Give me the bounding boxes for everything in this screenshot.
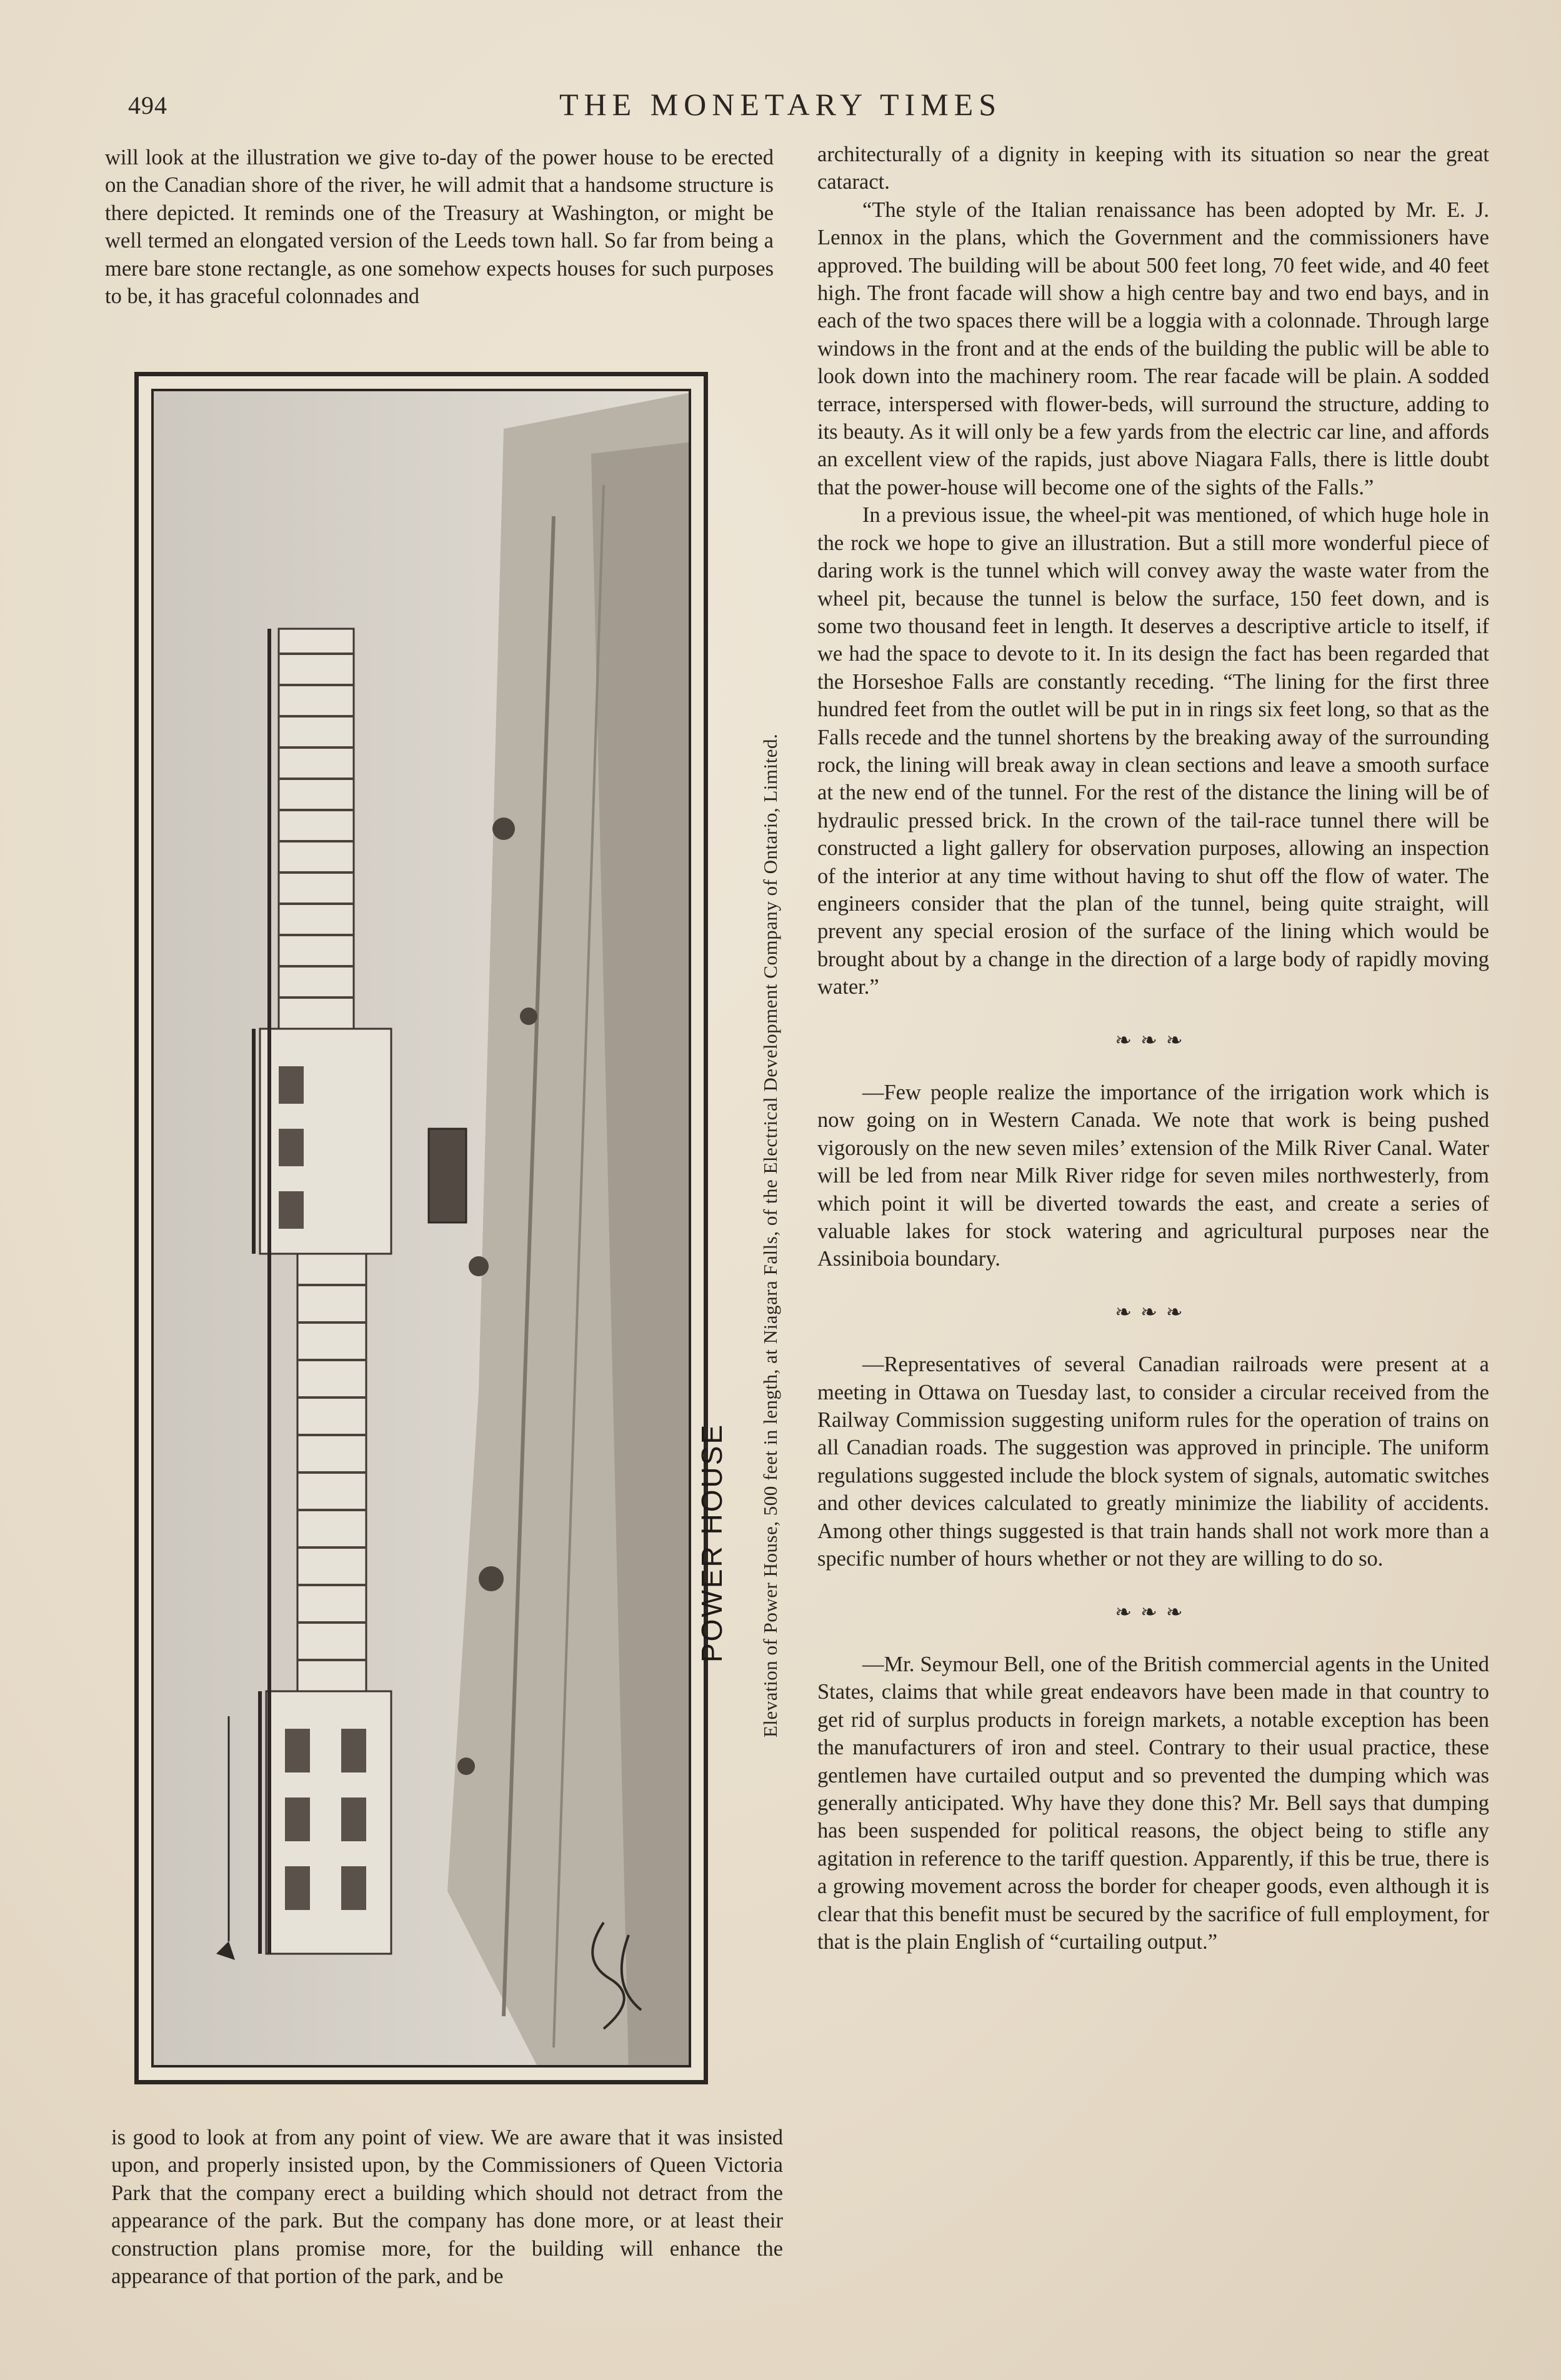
- article-paragraph: In a previous issue, the wheel-pit was mentioned, of which huge hole in the rock we hope to give an illustration. But a still more wonderful piece of daring work is the tunnel which will convey away the waste water from the wheel pit, because the tunnel is below the surface, 150 feet down, and is some two thousand feet in length. It deserves a descriptive article to itself, if we had the space to devote to it. In its design the fact has been regarded that the Horseshoe Falls are constantly receding. “The lining for the first three hundred feet from the outlet will be put in in rings six feet long, so that as the Falls recede and the tunnel shortens by the breaking away of the surrounding rock, the lining will break away in clean sections and leave a smooth surface at the new end of the tunnel. For the rest of the distance the lining will be of hydraulic pressed brick. In the crown of the tail-race tunnel there will be constructed a light gallery for observation purposes, allowing an inspection of the interior at any time without having to shut off the flow of water. The engineers consider that the plan of the tunnel, being quite straight, will prevent any special erosion of the surface of the lining which would be brought about by a change in the direction of a large body of rapidly moving water.”: [817, 503, 1489, 999]
- left-column-bottom: [111, 2124, 783, 2290]
- left-column-top: [105, 144, 774, 310]
- publication-title: THE MONETARY TIMES: [559, 87, 1002, 122]
- power-house-illustration: [134, 372, 708, 2084]
- news-item: —Few people realize the importance of the irrigation work which is now going on in Western Canada. We note that work is being pushed vigorously on the new seven miles’ extension of the Milk River Canal. Water will be led from near Milk River ridge for seven miles northwesterly, from which point it will be diverted towards the east, and create a series of valuable lakes for stock watering and agricultural purposes near the Assiniboia boundary.: [817, 1081, 1489, 1271]
- article-paragraph: is good to look at from any point of view. We are aware that it was insisted upon, and properly insisted upon, by the Commissioners of Queen Victoria Park that the company erect a building which should not detract from the appearance of the park. But the company has done more, or at least their construction plans promise more, for the building will enhance the appearance of that portion of the park, and be: [111, 2126, 783, 2289]
- article-paragraph: architecturally of a dignity in keeping with its situation so near the great cataract.: [817, 142, 1489, 194]
- article-paragraph: will look at the illustration we give to-day of the power house to be erected on the Canadian shore of the river, he will admit that a handsome structure is there depicted. It reminds one of the Treasury at Washington, or might be well termed an elongated version of the Leeds town hall. So far from being a mere bare stone rectangle, as one somehow expects houses for such purposes to be, it has graceful colonnades and: [105, 146, 774, 309]
- power-house-drawing: [154, 391, 691, 2068]
- article-paragraph: “The style of the Italian renaissance has been adopted by Mr. E. J. Lennox in the plans, which the Government and the commissioners have approved. The building will be about 500 feet long, 70 feet wide, and 40 feet high. The front facade will show a high centre bay and two end bays, and in each of the two spaces there will be a loggia with a colonnade. Through large windows in the front and at the ends of the building the public will be able to look down into the machinery room. The rear facade will be plain. A sodded terrace, interspersed with flower-beds, will surround the structure, adding to its beauty. As it will only be a few yards from the electric car line, and affords an excellent view of the rapids, just above Niagara Falls, there is little doubt that the power-house will become one of the sights of the Falls.”: [817, 198, 1489, 499]
- section-ornament: ❧❧❧: [1115, 1300, 1192, 1323]
- news-item: —Representatives of several Canadian railroads were present at a meeting in Ottawa on Tuesday last, to consider a circular received from the Railway Commission suggesting uniform rules for the operation of trains on all Canadian roads. The suggestion was approved in principle. The uniform regulations suggested include the block system of signals, automatic switches and other devices calculated to greatly minimize the liability of accidents. Among other things suggested is that train hands shall not work more than a specific number of hours whether or not they are willing to do so.: [817, 1352, 1489, 1571]
- news-item: —Mr. Seymour Bell, one of the British commercial agents in the United States, claims that while great endeavors have been made in that country to get rid of surplus products in foreign markets, a notable exception has been the manufacturers of iron and steel. Contrary to their usual practice, these gentlemen have curtailed output and so prevented the dumping which was generally anticipated. Why have they done this? Mr. Bell says that dumping has been suspended for political reasons, the object being to stifle any agitation in reference to the tariff question. Apparently, if this be true, there is a growing movement across the border for cheaper goods, even although it is clear that this benefit must be secured by the sacrifice of full employment, for that is the plain English of “curtailing output.”: [817, 1652, 1489, 1954]
- illustration-label: POWER HOUSE: [696, 1422, 728, 1662]
- section-ornament: ❧❧❧: [1115, 1028, 1192, 1051]
- page-number: 494: [128, 91, 167, 119]
- section-ornament: ❧❧❧: [1115, 1600, 1192, 1623]
- right-column: [817, 141, 1489, 1956]
- illustration-image: [151, 389, 691, 2068]
- illustration-caption: Elevation of Power House, 500 feet in length, at Niagara Falls, of the Electrical Development Company of Ontario, Limited.: [759, 733, 781, 1738]
